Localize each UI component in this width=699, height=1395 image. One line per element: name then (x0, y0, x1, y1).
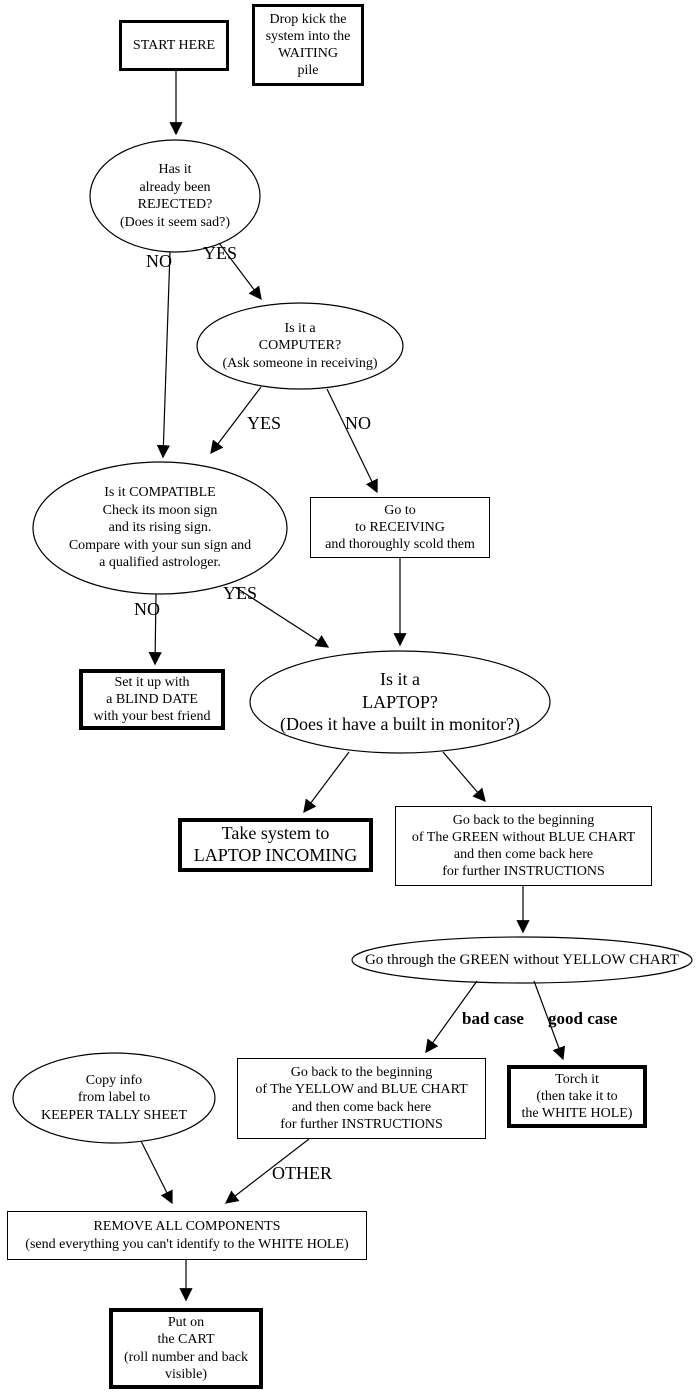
node-copy-info-keeper-tally: Copy info from label to KEEPER TALLY SHEET (40, 1072, 188, 1123)
node-green-without-blue-chart: Go back to the beginning of The GREEN without BLUE CHART and then come back here for further INSTRUCTIONS (395, 806, 652, 886)
edge-computer-no-to-receiving (327, 389, 377, 492)
edge-label-computer-no: NO (345, 413, 371, 433)
node-start: START HERE (119, 20, 229, 71)
node-blind-date: Set it up with a BLIND DATE with your best friend (79, 669, 225, 730)
node-remove-all-components: REMOVE ALL COMPONENTS (send everything you can't identify to the WHITE HOLE) (7, 1211, 367, 1260)
node-rejected-question: Has it already been REJECTED? (Does it seem sad?) (119, 162, 231, 230)
node-compatible-question: Is it COMPATIBLE Check its moon sign and its rising sign. Compare with your sun sign and a qualified astrologer. (68, 485, 252, 571)
edge-label-compatible-yes: YES (223, 583, 258, 603)
edge-laptop-to-green-without-blue (443, 752, 485, 801)
edge-laptop-to-laptop-incoming (304, 752, 349, 812)
node-put-on-cart: Put on the CART (roll number and back visible) (109, 1308, 263, 1389)
edge-label-compatible-no: NO (134, 599, 160, 619)
edge-label-good-case: good case (548, 1009, 618, 1028)
node-laptop-question: Is it a LAPTOP? (Does it have a built in monitor?) (280, 669, 520, 735)
node-laptop-incoming: Take system to LAPTOP INCOMING (178, 818, 373, 872)
edge-copy-info-to-remove (141, 1141, 172, 1203)
node-drop-kick-waiting-pile: Drop kick the system into the WAITING pile (252, 4, 364, 86)
node-green-without-yellow-chart: Go through the GREEN without YELLOW CHART (364, 951, 680, 968)
edge-label-computer-yes: YES (247, 413, 282, 433)
node-go-to-receiving: Go to to RECEIVING and thoroughly scold them (310, 497, 490, 558)
edge-label-rejected-no: NO (146, 251, 172, 271)
edge-rejected-no-to-compatible (163, 252, 170, 457)
edge-label-bad-case: bad case (462, 1009, 524, 1028)
node-computer-question: Is it a COMPUTER? (Ask someone in receiving) (222, 320, 378, 371)
edge-label-rejected-yes: YES (203, 243, 238, 263)
edge-label-other: OTHER (272, 1163, 332, 1183)
node-torch-it: Torch it (then take it to the WHITE HOLE) (507, 1065, 647, 1128)
node-yellow-and-blue-chart: Go back to the beginning of The YELLOW and BLUE CHART and then come back here for further INSTRUCTIONS (237, 1058, 486, 1139)
